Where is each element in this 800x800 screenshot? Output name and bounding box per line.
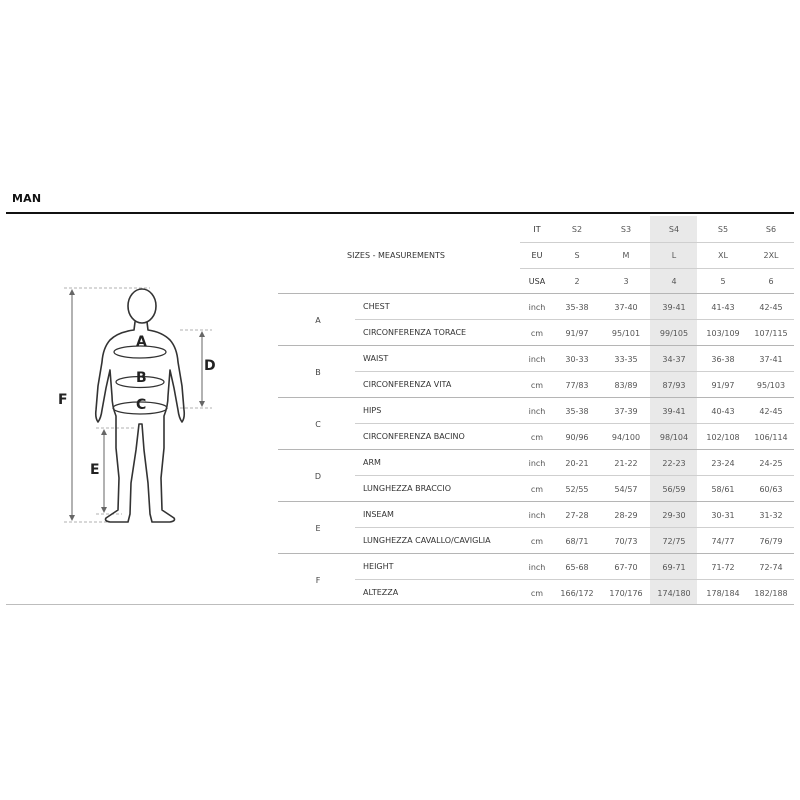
size-header: XL — [718, 251, 728, 260]
unit-label: inch — [528, 459, 546, 468]
measurement-label: CIRCONFERENZA VITA — [363, 380, 452, 389]
section-title: MAN — [12, 192, 42, 205]
figure-label-f: F — [58, 392, 68, 408]
table-cell: 42-45 — [759, 303, 783, 312]
man-silhouette-icon — [40, 278, 230, 528]
table-cell: 182/188 — [754, 589, 788, 598]
table-cell: 98/104 — [659, 433, 689, 442]
table-cell: 83/89 — [614, 381, 638, 390]
table-cell: 30-31 — [711, 511, 735, 520]
measurement-label: CIRCONFERENZA BACINO — [363, 432, 465, 441]
sizes-measurements-label: SIZES - MEASUREMENTS — [347, 251, 445, 260]
figure-label-e: E — [90, 462, 100, 478]
unit-label: inch — [528, 407, 546, 416]
size-header: S3 — [620, 225, 632, 234]
table-cell: 21-22 — [614, 459, 638, 468]
table-cell: 71-72 — [711, 563, 735, 572]
table-cell: 94/100 — [611, 433, 641, 442]
size-header: 2 — [574, 277, 580, 286]
table-cell: 68/71 — [565, 537, 589, 546]
group-letter: F — [315, 576, 321, 585]
table-cell: 37-39 — [614, 407, 638, 416]
table-cell: 67-70 — [614, 563, 638, 572]
size-header: 5 — [720, 277, 726, 286]
table-cell: 95/101 — [611, 329, 641, 338]
figure-label-b: B — [136, 370, 147, 386]
measurement-label: WAIST — [363, 354, 389, 363]
size-header: S2 — [571, 225, 583, 234]
table-cell: 35-38 — [565, 407, 589, 416]
table-cell: 20-21 — [565, 459, 589, 468]
unit-label: inch — [528, 511, 546, 520]
table-cell: 34-37 — [662, 355, 686, 364]
table-cell: 37-41 — [759, 355, 783, 364]
table-cell: 90/96 — [565, 433, 589, 442]
table-cell: 29-30 — [662, 511, 686, 520]
group-letter: E — [315, 524, 321, 533]
table-cell: 91/97 — [711, 381, 735, 390]
size-header: 4 — [671, 277, 677, 286]
table-cell: 107/115 — [754, 329, 788, 338]
measurement-label: ALTEZZA — [363, 588, 399, 597]
table-cell: 40-43 — [711, 407, 735, 416]
measurement-label: HIPS — [363, 406, 382, 415]
table-cell: 42-45 — [759, 407, 783, 416]
size-header: 2XL — [763, 251, 779, 260]
table-cell: 28-29 — [614, 511, 638, 520]
group-letter: D — [314, 472, 322, 481]
unit-label: cm — [530, 381, 544, 390]
size-header: S5 — [717, 225, 729, 234]
table-cell: 72-74 — [759, 563, 783, 572]
table-cell: 170/176 — [609, 589, 643, 598]
group-letter: C — [315, 420, 321, 429]
figure-label-d: D — [204, 358, 216, 374]
table-cell: 31-32 — [759, 511, 783, 520]
unit-label: cm — [530, 589, 544, 598]
table-cell: 37-40 — [614, 303, 638, 312]
region-label: EU — [531, 251, 543, 260]
table-cell: 91/97 — [565, 329, 589, 338]
table-cell: 166/172 — [560, 589, 594, 598]
table-cell: 52/55 — [565, 485, 589, 494]
table-cell: 60/63 — [759, 485, 783, 494]
table-cell: 87/93 — [662, 381, 686, 390]
table-cell: 102/108 — [706, 433, 740, 442]
table-cell: 58/61 — [711, 485, 735, 494]
table-cell: 36-38 — [711, 355, 735, 364]
measurement-label: HEIGHT — [363, 562, 394, 571]
figure-label-a: A — [136, 334, 147, 350]
table-cell: 41-43 — [711, 303, 735, 312]
table-cell: 178/184 — [706, 589, 740, 598]
body-measurement-figure — [40, 278, 230, 532]
unit-label: inch — [528, 563, 546, 572]
size-header: 6 — [768, 277, 774, 286]
size-header: M — [622, 251, 630, 260]
table-cell: 24-25 — [759, 459, 783, 468]
table-cell: 54/57 — [614, 485, 638, 494]
measurement-label: CIRCONFERENZA TORACE — [363, 328, 467, 337]
size-header: S6 — [765, 225, 777, 234]
table-cell: 70/73 — [614, 537, 638, 546]
unit-label: cm — [530, 485, 544, 494]
size-header: L — [671, 251, 677, 260]
table-cell: 72/75 — [662, 537, 686, 546]
table-cell: 35-38 — [565, 303, 589, 312]
table-cell: 27-28 — [565, 511, 589, 520]
measurement-label: LUNGHEZZA CAVALLO/CAVIGLIA — [363, 536, 491, 545]
measurement-label: CHEST — [363, 302, 390, 311]
unit-label: cm — [530, 433, 544, 442]
region-label: USA — [528, 277, 546, 286]
table-cell: 23-24 — [711, 459, 735, 468]
unit-label: inch — [528, 355, 546, 364]
unit-label: cm — [530, 329, 544, 338]
table-cell: 99/105 — [659, 329, 689, 338]
measurement-label: ARM — [363, 458, 381, 467]
unit-label: inch — [528, 303, 546, 312]
bottom-divider — [6, 604, 794, 605]
measurement-label: LUNGHEZZA BRACCIO — [363, 484, 452, 493]
table-cell: 77/83 — [565, 381, 589, 390]
table-cell: 95/103 — [756, 381, 786, 390]
group-letter: A — [315, 316, 321, 325]
size-header: S4 — [668, 225, 680, 234]
figure-label-c: C — [136, 397, 147, 413]
size-header: 3 — [623, 277, 629, 286]
title-divider — [6, 212, 794, 214]
table-cell: 30-33 — [565, 355, 589, 364]
table-cell: 76/79 — [759, 537, 783, 546]
table-cell: 74/77 — [711, 537, 735, 546]
table-cell: 174/180 — [657, 589, 691, 598]
size-header: S — [574, 251, 580, 260]
measurement-label: INSEAM — [363, 510, 394, 519]
table-cell: 39-41 — [662, 407, 686, 416]
table-cell: 103/109 — [706, 329, 740, 338]
table-cell: 106/114 — [754, 433, 788, 442]
table-cell: 56/59 — [662, 485, 686, 494]
table-cell: 69-71 — [662, 563, 686, 572]
unit-label: cm — [530, 537, 544, 546]
table-cell: 22-23 — [662, 459, 686, 468]
region-label: IT — [533, 225, 541, 234]
table-cell: 33-35 — [614, 355, 638, 364]
group-letter: B — [315, 368, 321, 377]
table-cell: 65-68 — [565, 563, 589, 572]
table-cell: 39-41 — [662, 303, 686, 312]
